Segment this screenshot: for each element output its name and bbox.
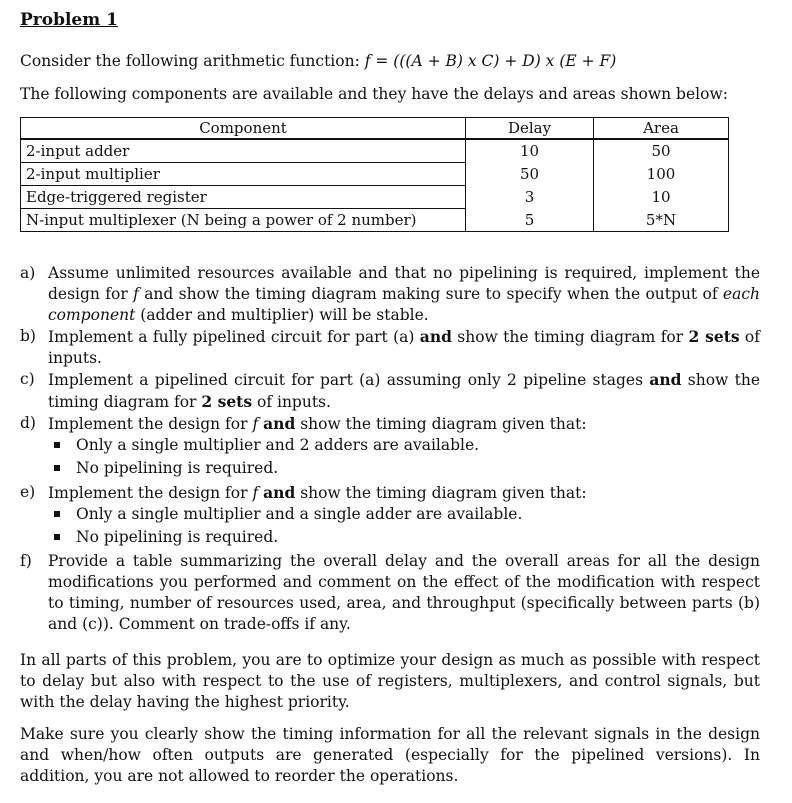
part-e-bullet: [20, 527, 760, 548]
header-delay: Delay: [466, 118, 594, 140]
part-text: Assume unlimited resources available and that no pipelining is required, implement the design for: [48, 264, 760, 303]
table-header-row: [21, 118, 729, 140]
function-formula: = (((A + B) x C) + D) x (E + F): [370, 52, 617, 70]
part-d-bullet: [20, 435, 760, 456]
cell-area: 50: [594, 139, 729, 163]
cell-area: 10: [594, 186, 729, 209]
square-bullet-icon: [54, 442, 60, 448]
cell-component: 2-input multiplier: [21, 163, 466, 186]
part-d-bullet: [20, 458, 760, 479]
cell-component: 2-input adder: [21, 139, 466, 163]
part-label: a): [20, 264, 36, 282]
header-area: Area: [594, 118, 729, 140]
problem-parts: [20, 263, 760, 635]
table-row: [21, 139, 729, 163]
timing-note: Make sure you clearly show the timing information for all the relevant signals in the design and when/how often outputs are generated (especially for the pipelined versions). In addition, you are not allowed to reorder the operations.: [20, 725, 760, 785]
part-label: e): [20, 483, 36, 501]
cell-area: 100: [594, 163, 729, 186]
part-label: f): [20, 552, 32, 570]
square-bullet-icon: [54, 534, 60, 540]
cell-delay: 5: [466, 209, 594, 232]
function-prefix: Consider the following arithmetic function:: [20, 52, 365, 70]
table-row: [21, 209, 729, 232]
bullet-text: Only a single multiplier and a single adder are available.: [76, 505, 523, 523]
part-bold: and: [649, 370, 682, 389]
cell-delay: 10: [466, 139, 594, 163]
part-text: of inputs.: [48, 328, 761, 367]
part-italic: f: [252, 415, 259, 433]
part-text: Implement a pipelined circuit for part (a) assuming only 2 pipeline stages: [48, 371, 650, 389]
part-bold: 2 sets: [688, 327, 740, 346]
optimization-note: In all parts of this problem, you are to optimize your design as much as possible with respect to delay but also with respect to the use of registers, multiplexers, and control signals, but with the delay having the highest priority.: [20, 651, 760, 711]
part-text: (adder and multiplier) will be stable.: [135, 306, 429, 324]
cell-delay: 50: [466, 163, 594, 186]
part-c: [20, 369, 760, 413]
part-bold: and: [263, 483, 296, 502]
part-f: [20, 551, 760, 635]
cell-component: Edge-triggered register: [21, 186, 466, 209]
cell-area: 5*N: [594, 209, 729, 232]
part-text: Provide a table summarizing the overall delay and the overall areas for all the design modifications you performed and comment on the effect of the modification with respect to timing, number of resources used, area, and throughput (specifically between parts (b) and (c)). Comment on trade-offs if any.: [48, 552, 760, 633]
part-a: [20, 263, 760, 326]
cell-component: N-input multiplexer (N being a power of 2 number): [21, 209, 466, 232]
part-text: Implement a fully pipelined circuit for part (a): [48, 328, 420, 346]
part-bold: and: [263, 414, 296, 433]
part-text: Implement the design for: [48, 484, 253, 502]
cell-delay: 3: [466, 186, 594, 209]
part-text: show the timing diagram given that:: [295, 415, 587, 433]
part-bold: 2 sets: [201, 392, 253, 411]
table-row: [21, 186, 729, 209]
part-italic: each component: [48, 285, 760, 324]
part-italic: f: [133, 285, 139, 303]
part-label: d): [20, 414, 36, 432]
part-text: Implement the design for: [48, 415, 253, 433]
function-statement: [20, 52, 616, 70]
square-bullet-icon: [54, 511, 60, 517]
problem-title: Problem 1: [20, 10, 118, 30]
header-component: Component: [21, 118, 466, 140]
part-d: [20, 413, 760, 435]
part-e: [20, 482, 760, 504]
components-intro: The following components are available and they have the delays and areas shown below:: [20, 85, 728, 103]
part-text: show the timing diagram for: [451, 328, 689, 346]
function-var: f: [364, 52, 371, 70]
part-text: of inputs.: [252, 393, 331, 411]
bullet-text: No pipelining is required.: [76, 528, 279, 546]
bullet-text: No pipelining is required.: [76, 459, 279, 477]
part-text: and show the timing diagram making sure to specify when the output of: [138, 285, 723, 303]
part-label: b): [20, 327, 36, 345]
part-italic: f: [252, 484, 259, 502]
part-text: show the timing diagram given that:: [295, 484, 587, 502]
part-e-bullet: [20, 504, 760, 525]
part-label: c): [20, 370, 35, 388]
part-text: show the timing diagram for: [48, 371, 760, 411]
table-row: [21, 163, 729, 186]
components-table: [20, 117, 729, 232]
square-bullet-icon: [54, 465, 60, 471]
part-b: [20, 326, 760, 369]
part-bold: and: [419, 327, 452, 346]
bullet-text: Only a single multiplier and 2 adders are available.: [76, 436, 480, 454]
